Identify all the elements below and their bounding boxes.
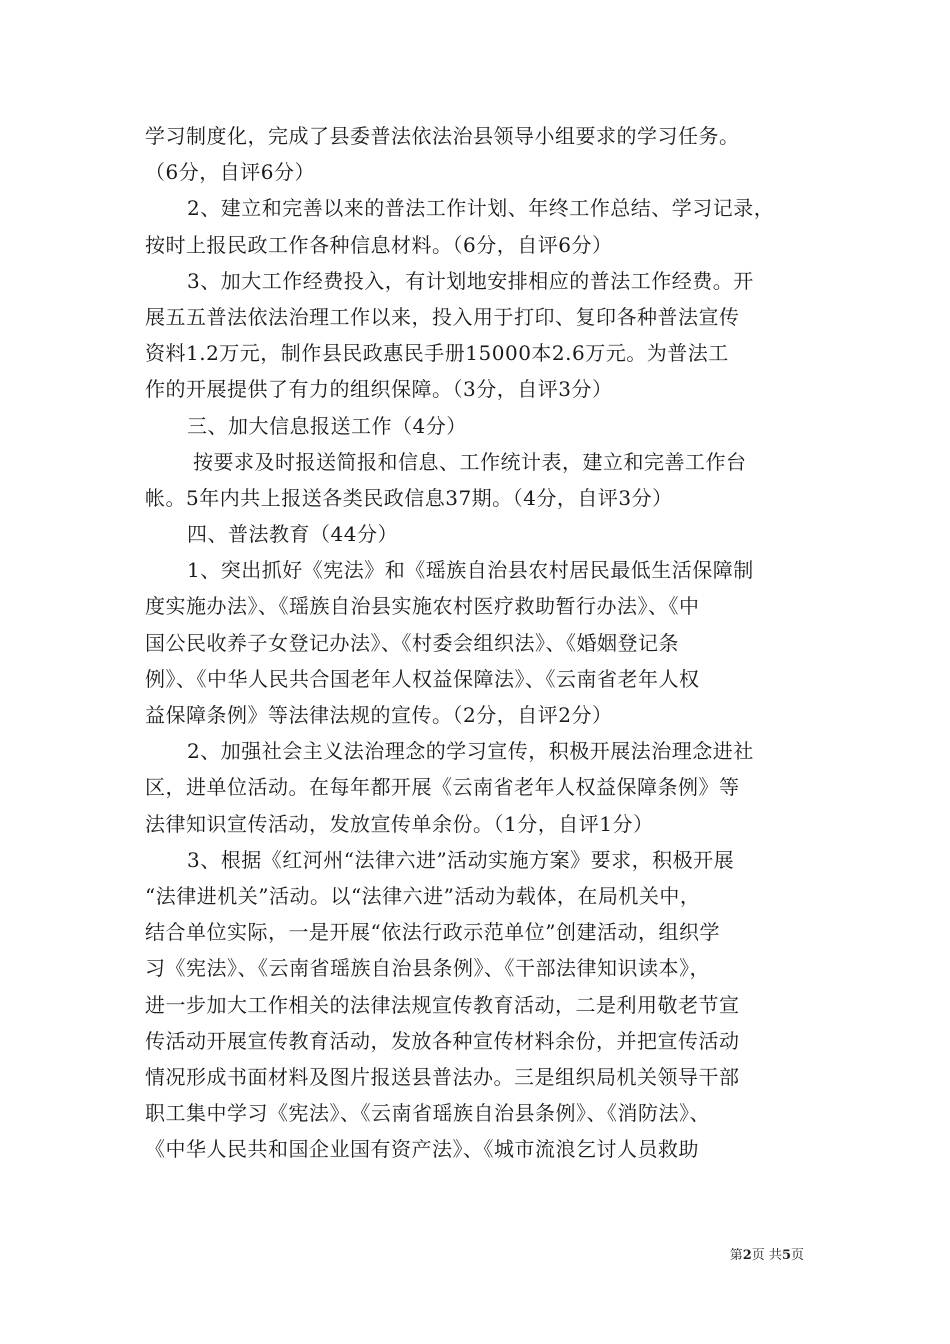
paragraph-line: 展五五普法依法治理工作以来，投入用于打印、复印各种普法宣传 — [145, 304, 740, 329]
paragraph-line: 度实施办法》、《瑶族自治县实施农村医疗救助暂行办法》、《中 — [145, 594, 700, 619]
current-page-number: 2 — [742, 1248, 752, 1263]
section-heading: 四、普法教育（44分） — [187, 522, 398, 547]
footer-suffix: 页 — [790, 1248, 804, 1263]
paragraph-line: “法律进机关”活动。以“法律六进”活动为载体，在局机关中， — [145, 883, 701, 908]
paragraph-line: 按时上报民政工作各种信息材料。（6分，自评6分） — [145, 232, 613, 257]
footer-prefix: 第 — [729, 1248, 743, 1263]
paragraph-line: 3、加大工作经费投入，有计划地安排相应的普法工作经费。开 — [187, 268, 754, 293]
page-number-footer — [730, 1248, 804, 1264]
paragraph-line: （6分，自评6分） — [145, 160, 315, 185]
paragraph-line: 帐。5年内共上报送各类民政信息37期。（4分，自评3分） — [145, 485, 673, 510]
paragraph-line: 2、加强社会主义法治理念的学习宣传，积极开展法治理念进社 — [187, 739, 754, 764]
paragraph-line: 进一步加大工作相关的法律法规宣传教育活动，二是利用敬老节宣 — [145, 992, 740, 1017]
paragraph-line: 国公民收养子女登记办法》、《村委会组织法》、《婚姻登记条 — [145, 630, 679, 655]
paragraph-line: 结合单位实际，一是开展“依法行政示范单位”创建活动，组织学 — [145, 920, 720, 945]
paragraph-line: 1、突出抓好《宪法》和《瑶族自治县农村居民最低生活保障制 — [187, 558, 754, 583]
paragraph-line: 资料1.2万元，制作县民政惠民手册15000本2.6万元。为普法工 — [145, 341, 729, 366]
paragraph-line: 情况形成书面材料及图片报送县普法办。三是组织局机关领导干部 — [145, 1064, 740, 1089]
paragraph-line: 区，进单位活动。在每年都开展《云南省老年人权益保障条例》等 — [145, 775, 740, 800]
total-page-number: 5 — [781, 1248, 791, 1263]
paragraph-line: 例》、《中华人民共合国老年人权益保障法》、《云南省老年人权 — [145, 666, 700, 691]
paragraph-line: 3、根据《红河州“法律六进”活动实施方案》要求，积极开展 — [187, 847, 735, 872]
paragraph-line: 《中华人民共和国企业国有资产法》、《城市流浪乞讨人员救助 — [145, 1137, 699, 1162]
paragraph-line: 习《宪法》、《云南省瑶族自治县条例》、《干部法律知识读本》， — [145, 956, 710, 981]
paragraph-line: 作的开展提供了有力的组织保障。（3分，自评3分） — [145, 377, 613, 402]
document-body — [145, 118, 813, 1167]
paragraph-line: 按要求及时报送简报和信息、工作统计表，建立和完善工作台 — [193, 449, 747, 474]
paragraph-line: 2、建立和完善以来的普法工作计划、年终工作总结、学习记录， — [187, 196, 775, 221]
paragraph-line: 职工集中学习《宪法》、《云南省瑶族自治县条例》、《消防法》、 — [145, 1101, 710, 1126]
section-heading: 三、加大信息报送工作（4分） — [187, 413, 467, 438]
footer-middle: 页 共 — [751, 1248, 782, 1263]
paragraph-line: 学习制度化，完成了县委普法依法治县领导小组要求的学习任务。 — [145, 124, 740, 148]
paragraph-line: 益保障条例》等法律法规的宣传。（2分，自评2分） — [145, 703, 613, 727]
paragraph-line: 传活动开展宣传教育活动，发放各种宣传材料余份，并把宣传活动 — [145, 1028, 740, 1053]
paragraph-line: 法律知识宣传活动，发放宣传单余份。（1分，自评1分） — [145, 811, 654, 836]
